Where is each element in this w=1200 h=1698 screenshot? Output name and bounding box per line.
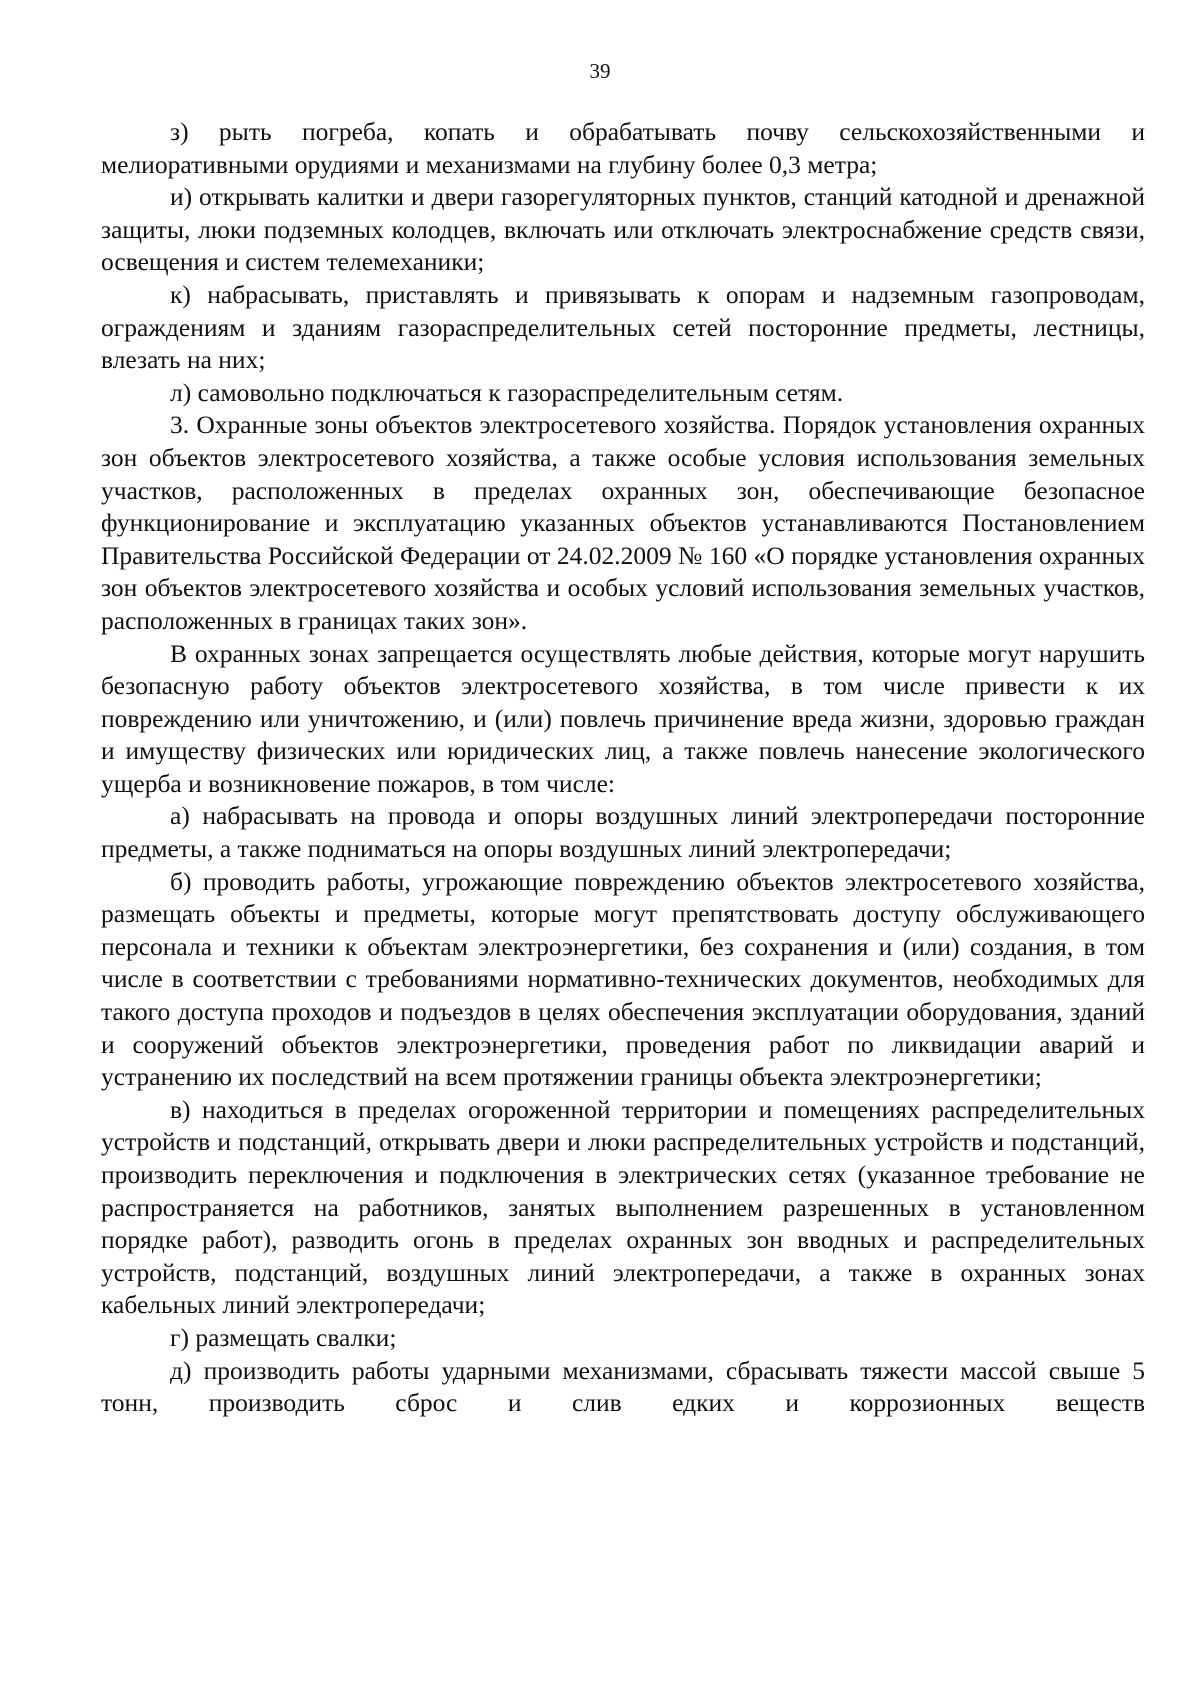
paragraph-item-v: в) находиться в пределах огороженной территории и помещениях распределительных устройств и подстанций, открывать двери и люки распределительных устройств и подстанций, производить переключения и подключения в электрических сетях (указанное требование не распространяется на работников, занятых выполнением разрешенных в установленном порядке работ), разводить огонь в пределах охранных зон вводных и распределительных устройств, подстанций, воздушных линий электропередачи, а также в охранных зонах кабельных линий электропередачи; bbox=[101, 1094, 1145, 1320]
paragraph-section-3: 3. Охранные зоны объектов электросетевого хозяйства. Порядок установления охранных зон объектов электросетевого хозяйства, а также особые условия использования земельных участков, расположенных в пределах охранных зон, обеспечивающие безопасное функционирование и эксплуатацию указанных объектов устанавливаются Постановлением Правительства Российской Федерации от 24.02.2009 № 160 «О порядке установления охранных зон объектов электросетевого хозяйства и особых условий использования земельных участков, расположенных в границах таких зон». bbox=[101, 410, 1145, 635]
paragraph-item-l: л) самовольно подключаться к газораспределительным сетям. bbox=[170, 377, 844, 407]
paragraph-item-k: к) набрасывать, приставлять и привязывать к опорам и надземным газопроводам, ограждениям и зданиям газораспределительных сетей посторонние предметы, лестницы, влезать на них; bbox=[101, 279, 1145, 375]
document-body bbox=[101, 116, 1145, 1420]
paragraph-item-i: и) открывать калитки и двери газорегуляторных пунктов, станций катодной и дренажной защиты, люки подземных колодцев, включать или отключать электроснабжение средств связи, освещения и систем телемеханики; bbox=[101, 182, 1145, 277]
paragraph-item-g: г) размещать свалки; bbox=[170, 1322, 397, 1352]
page-number: 39 bbox=[589, 59, 611, 83]
paragraph-item-z: з) рыть погреба, копать и обрабатывать почву сельскохозяйственными и мелиоративными орудиями и механизмами на глубину более 0,3 метра; bbox=[101, 117, 1145, 179]
paragraph-item-b: б) проводить работы, угрожающие повреждению объектов электросетевого хозяйства, размещать объекты и предметы, которые могут препятствовать доступу обслуживающего персонала и техники к объектам электроэнергетики, без сохранения и (или) создания, в том числе в соответствии с требованиями нормативно-технических документов, необходимых для такого доступа проходов и подъездов в целях обеспечения эксплуатации оборудования, зданий и сооружений объектов электроэнергетики, проведения работ по ликвидации аварий и устранению их последствий на всем протяжении границы объекта электроэнергетики; bbox=[101, 866, 1145, 1092]
paragraph-item-d: д) производить работы ударными механизмами, сбрасывать тяжести массой свыше 5 тонн, производить сброс и слив едких и коррозионных веществ bbox=[101, 1355, 1145, 1418]
paragraph-prohibitions-intro: В охранных зонах запрещается осуществлять любые действия, которые могут нарушить безопасную работу объектов электросетевого хозяйства, в том числе привести к их повреждению или уничтожению, и (или) повлечь причинение вреда жизни, здоровью граждан и имуществу физических или юридических лиц, а также повлечь нанесение экологического ущерба и возникновение пожаров, в том числе: bbox=[101, 638, 1145, 798]
paragraph-item-a: а) набрасывать на провода и опоры воздушных линий электропередачи посторонние предметы, а также подниматься на опоры воздушных линий электропередачи; bbox=[101, 801, 1145, 864]
